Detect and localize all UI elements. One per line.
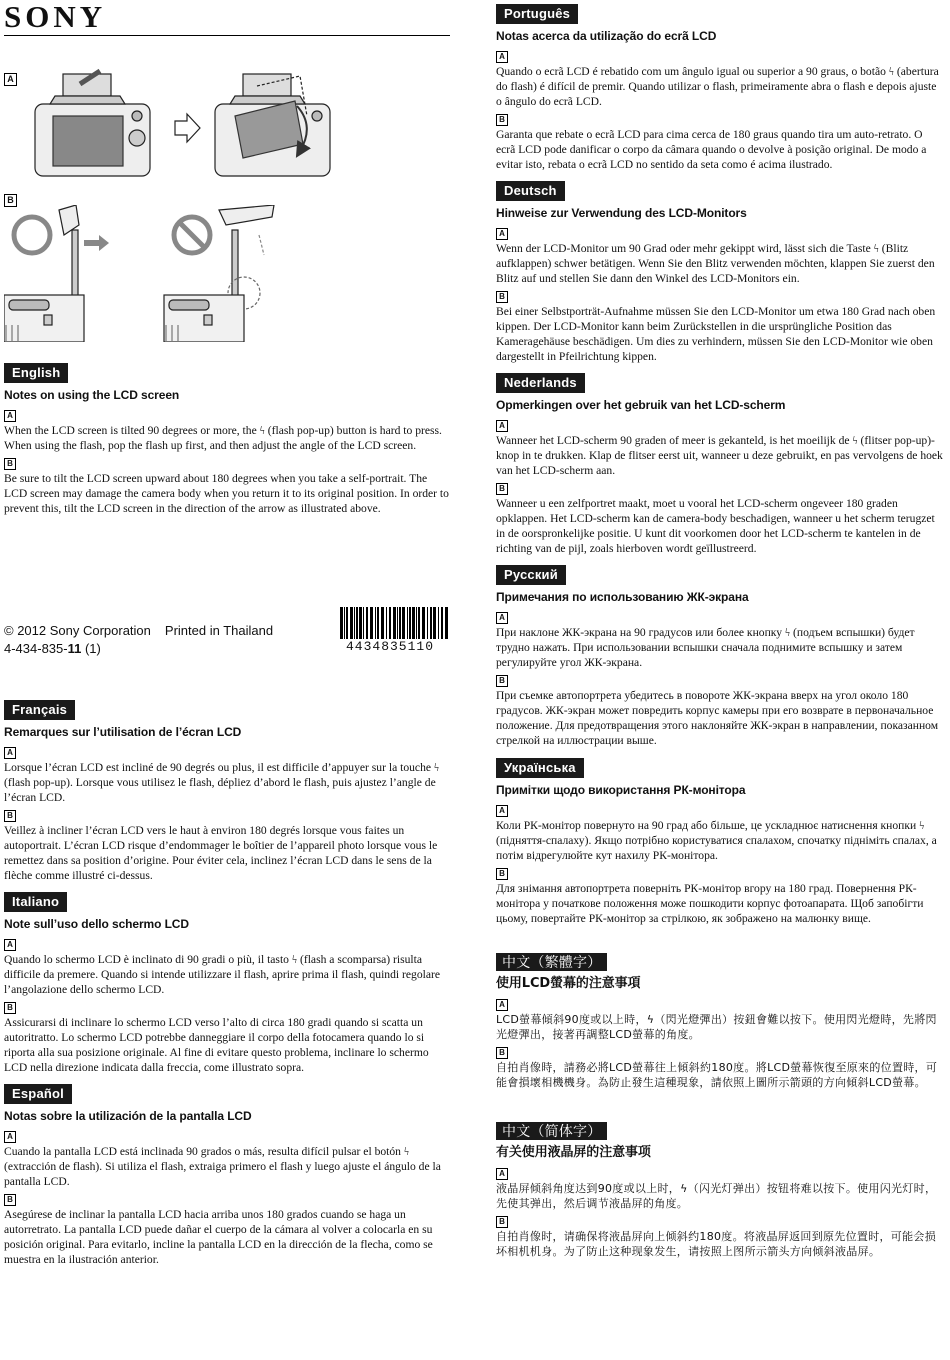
marker-b: B: [4, 1194, 16, 1206]
paragraph-b: Asegúrese de inclinar la pantalla LCD hacia arriba unos 180 grados cuando se haga un autorretrato. La pantalla LCD puede dañar el cuerpo de la cámara al volver a colocarla en su posición original. Para evitarlo, incline la pantalla LCD en la dirección de la flecha, como se muestra en la ilustración anterior.: [4, 1208, 433, 1266]
paragraph-a: Wanneer het LCD-scherm 90 graden of meer is gekanteld, is het moeilijk de ϟ (flitser pop-up)-knop in te drukken. Klap de flitser eerst uit, wanneer u deze gebruikt, en pas vervolgens de hoek van het LCD-scherm aan.: [496, 434, 943, 477]
barcode-bar: [346, 607, 348, 639]
language-label: Français: [4, 700, 75, 720]
barcode-bar: [377, 607, 379, 639]
section-zh-cn: [496, 1122, 944, 1259]
barcode-bar: [399, 607, 401, 639]
section-heading: Note sull’uso dello schermo LCD: [4, 917, 189, 931]
language-label: Português: [496, 4, 578, 24]
paragraph-a: Lorsque l’écran LCD est incliné de 90 degrés ou plus, il est difficile d’appuyer sur la touche ϟ (flash pop-up). Lorsque vous utilisez le flash, dépliez d’abord le flash, puis ajustez l’angle de l’écran LCD.: [4, 761, 440, 804]
marker-b: B: [496, 1216, 508, 1228]
section-espanol: [4, 1084, 452, 1267]
section-russian: [496, 565, 944, 748]
barcode-bar: [359, 607, 362, 639]
incorrect-tilt-example: [164, 205, 274, 342]
marker-a: A: [496, 420, 508, 432]
paragraph-b: Be sure to tilt the LCD screen upward about 180 degrees when you take a self-portrait. The LCD screen may damage the camera body when you return it to its original position. In order to prevent this, tilt the LCD screen in the direction of the arrow as illustrated above.: [4, 472, 449, 515]
language-label: Nederlands: [496, 373, 585, 393]
printed-in-text: Printed in Thailand: [164, 623, 274, 638]
language-label: English: [4, 363, 68, 383]
part-number: 4-434-835-11 (1): [4, 641, 101, 656]
barcode-bar: [370, 607, 373, 639]
paragraph-a: Wenn der LCD-Monitor um 90 Grad oder mehr gekippt wird, lässt sich die Taste ϟ (Blitz aufklappen) schwer betätigen. Wenn Sie den Blitz verwenden möchten, klappen Sie zuerst den Blitz auf und stellen Sie dann den Winkel des LCD-Monitors ein.: [496, 242, 935, 285]
marker-b: B: [4, 810, 16, 822]
paragraph-b: Veillez à incliner l’écran LCD vers le haut à environ 180 degrés lorsque vous faites un autoportrait. L’écran LCD risque d’endommager le boîtier de l’appareil photo lorsque vous le remettez dans sa position d’origine. Pour éviter cela, inclinez l’écran LCD dans le sens de la flèche comme illustré ci-dessus.: [4, 824, 438, 882]
barcode-bar: [363, 607, 364, 639]
section-ukrainian: [496, 758, 944, 926]
section-portugues: [496, 4, 944, 172]
figure-b-label: B: [4, 194, 17, 207]
copyright-text: © 2012 Sony Corporation: [4, 623, 151, 638]
barcode-bar: [430, 607, 432, 639]
footer-info: [4, 622, 287, 658]
section-francais: [4, 700, 452, 883]
barcode-bar: [344, 607, 345, 639]
barcode-bar: [402, 607, 405, 639]
section-italiano: [4, 892, 452, 1075]
paragraph-a: Quando lo schermo LCD è inclinato di 90 gradi o più, il tasto ϟ (flash a scomparsa) risulta difficile da premere. Quando si intende utilizzare il flash, aprire prima il flash, quindi regolare l’angolazione dello schermo LCD.: [4, 953, 440, 996]
barcode-bar: [350, 607, 353, 639]
camera-lcd-tilted: [215, 74, 330, 176]
barcode-bar: [438, 607, 439, 639]
marker-b: B: [496, 483, 508, 495]
barcode-bar: [445, 607, 448, 639]
header-rule: [4, 35, 450, 36]
marker-a: A: [496, 51, 508, 63]
marker-b: B: [4, 458, 16, 470]
section-deutsch: [496, 181, 944, 364]
figure-b-illustration: [4, 205, 304, 342]
marker-b: B: [4, 1002, 16, 1014]
paragraph-a: При наклоне ЖК-экрана на 90 градусов или более кнопку ϟ (подъем вспышки) будет трудно нажать. При использовании вспышки сначала поднимите вспышку и затем регулируйте угол ЖК-экрана.: [496, 626, 915, 669]
paragraph-b: Bei einer Selbstporträt-Aufnahme müssen Sie den LCD-Monitor um etwa 180 Grad nach oben kippen. Der LCD-Monitor kann beim Zurückstellen in die ursprüngliche Position das Kameragehäuse beschädigen. Um dies zu verhindern, müssen Sie den LCD-Monitor wie oben dargestellt in Pfeilrichtung kippen.: [496, 305, 936, 363]
barcode-bar: [418, 607, 420, 639]
paragraph-a: 液晶屏倾斜角度达到90度或以上时，ϟ（闪光灯弹出）按钮将难以按下。使用闪光灯时，先使其弹出，然后调节液晶屏的角度。: [496, 1182, 937, 1210]
marker-a: A: [496, 1168, 508, 1180]
language-label: Русский: [496, 565, 566, 585]
barcode-number: 4434835110: [346, 639, 435, 654]
marker-b: B: [496, 1047, 508, 1059]
language-label: Italiano: [4, 892, 67, 912]
marker-a: A: [4, 747, 16, 759]
barcode-bar: [381, 607, 384, 639]
tilt-arrow-icon: [84, 235, 109, 251]
marker-b: B: [496, 675, 508, 687]
language-label: Deutsch: [496, 181, 565, 201]
section-heading: Notes on using the LCD screen: [4, 388, 180, 402]
paragraph-a: Коли РК-монітор повернуто на 90 град або більше, це ускладнює натиснення кнопки ϟ (підняття-спалаху). Якщо потрібно користуватися спалахом, спочатку підніміть спалах, а потім відрегулюйте кут нахилу РК-монітора.: [496, 819, 937, 862]
section-zh-tw: [496, 953, 944, 1090]
barcode-bar: [356, 607, 358, 639]
section-heading: Примечания по использованию ЖК-экрана: [496, 590, 749, 604]
marker-a: A: [496, 612, 508, 624]
barcode-bar: [354, 607, 355, 639]
marker-a: A: [496, 228, 508, 240]
barcode-bar: [393, 607, 396, 639]
barcode-image: [340, 607, 450, 639]
marker-a: A: [496, 999, 508, 1011]
marker-b: B: [496, 868, 508, 880]
step-arrow-icon: [175, 114, 200, 142]
paragraph-a: When the LCD screen is tilted 90 degrees or more, the ϟ (flash pop-up) button is hard to press. When using the flash, pop the flash up first, and then adjust the angle of the LCD screen.: [4, 424, 442, 452]
barcode-bar: [427, 607, 428, 639]
barcode-bar: [416, 607, 417, 639]
section-heading: Hinweise zur Verwendung des LCD-Monitors: [496, 206, 747, 220]
marker-a: A: [4, 939, 16, 951]
barcode-bar: [422, 607, 425, 639]
barcode-bar: [433, 607, 436, 639]
paragraph-b: Assicurarsi di inclinare lo schermo LCD verso l’alto di circa 180 gradi quando si scatta un autoritratto. Lo schermo LCD potrebbe danneggiare il corpo della fotocamera quando lo si riporta alla sua posizione originale. Al fine di evitare questo problema, inclinare lo schermo LCD nella direzione indicata dalla freccia, come illustrato sopra.: [4, 1016, 429, 1074]
marker-b: B: [496, 291, 508, 303]
section-heading: Remarques sur l’utilisation de l’écran LCD: [4, 725, 242, 739]
barcode-bar: [407, 607, 408, 639]
marker-a: A: [496, 805, 508, 817]
language-label: Español: [4, 1084, 72, 1104]
barcode-bar: [386, 607, 387, 639]
paragraph-b: Garanta que rebate o ecrã LCD para cima cerca de 180 graus quando tira um auto-retrato. O ecrã LCD pode danificar o corpo da câmara quando o devolve à posição original. De modo a evitar isto, rebata o ecrã LCD no sentido da seta como é acima ilustrado.: [496, 128, 927, 171]
marker-a: A: [4, 410, 16, 422]
paragraph-a: Quando o ecrã LCD é rebatido com um ângulo igual ou superior a 90 graus, o botão ϟ (abertura do flash) é difícil de premir. Quando utilizar o flash, primeiramente abra o flash e depois ajuste o ângulo do ecrã LCD.: [496, 65, 939, 108]
section-heading: Примітки щодо використання РК-монітора: [496, 783, 746, 797]
language-label: Українська: [496, 758, 584, 778]
barcode-bar: [375, 607, 376, 639]
sony-logo: SONY: [4, 0, 107, 34]
section-english: [4, 363, 452, 516]
section-heading: Notas acerca da utilização do ecrã LCD: [496, 29, 717, 43]
paragraph-b: 自拍肖像時，請務必將LCD螢幕往上傾斜約180度。將LCD螢幕恢復至原來的位置時，可能會損壞相機機身。為防止發生這種現象，請依照上圖所示箭頭的方向傾斜LCD螢幕。: [496, 1061, 938, 1089]
correct-tilt-example: [4, 205, 109, 342]
barcode-bar: [366, 607, 368, 639]
language-label: 中文（简体字）: [496, 1122, 607, 1140]
section-heading: Notas sobre la utilización de la pantalla LCD: [4, 1109, 252, 1123]
marker-b: B: [496, 114, 508, 126]
barcode-bar: [412, 607, 415, 639]
barcode-bar: [340, 607, 343, 639]
marker-a: A: [4, 1131, 16, 1143]
paragraph-b: При съемке автопортрета убедитесь в повороте ЖК-экрана вверх на угол около 180 градусов. ЖК-экран может повредить корпус камеры при его возврате в первоначальное положение. Для предотвращения этого наклоняйте ЖК-экран в направлении, показанном стрелкой на иллюстрации выше.: [496, 689, 939, 747]
barcode-bar: [409, 607, 411, 639]
figure-a-illustration: [25, 66, 450, 181]
paragraph-b: 自拍肖像时，请确保将液晶屏向上倾斜约180度。将液晶屏返回到原先位置时，可能会损坏相机机身。为了防止这种现象发生，请按照上图所示箭头方向倾斜液晶屏。: [496, 1230, 936, 1258]
barcode-bar: [441, 607, 443, 639]
paragraph-a: LCD螢幕傾斜90度或以上時，ϟ（閃光燈彈出）按鈕會難以按下。使用閃光燈時，先將閃光燈彈出，接著再調整LCD螢幕的角度。: [496, 1013, 937, 1041]
camera-flash-popup: [35, 71, 150, 176]
paragraph-a: Cuando la pantalla LCD está inclinada 90 grados o más, resulta difícil pulsar el botón ϟ (extracción de flash). Si utiliza el flash, extraiga primero el flash y luego ajuste el ángulo de la pantalla LCD.: [4, 1145, 441, 1188]
section-heading: 有关使用液晶屏的注意事项: [496, 1145, 651, 1160]
section-heading: Opmerkingen over het gebruik van het LCD-scherm: [496, 398, 786, 412]
figure-a-label: A: [4, 73, 17, 86]
section-nederlands: [496, 373, 944, 556]
paragraph-b: Wanneer u een zelfportret maakt, moet u vooral het LCD-scherm ongeveer 180 graden opklappen. Het LCD-scherm kan de camera-body beschadigen, wanneer u het scherm terugzet in de oorspronkelijke positie. U kunt dit voorkomen door het LCD-scherm te kantelen in de richting van de pijl, zoals hierboven wordt geïllustreerd.: [496, 497, 935, 555]
section-heading: 使用LCD螢幕的注意事項: [496, 976, 641, 991]
barcode-bar: [397, 607, 398, 639]
language-label: 中文（繁體字）: [496, 953, 607, 971]
barcode-bar: [389, 607, 391, 639]
ok-circle-icon: [14, 217, 50, 253]
paragraph-b: Для знімання автопортрета поверніть РК-монітор вгору на 180 град. Повернення РК-монітора у початкове положення може пошкодити корпус фотоапарата. Щоб запобігти цьому, повертайте РК-монітор за стрілкою, як зображено на малюнку вище.: [496, 882, 924, 925]
